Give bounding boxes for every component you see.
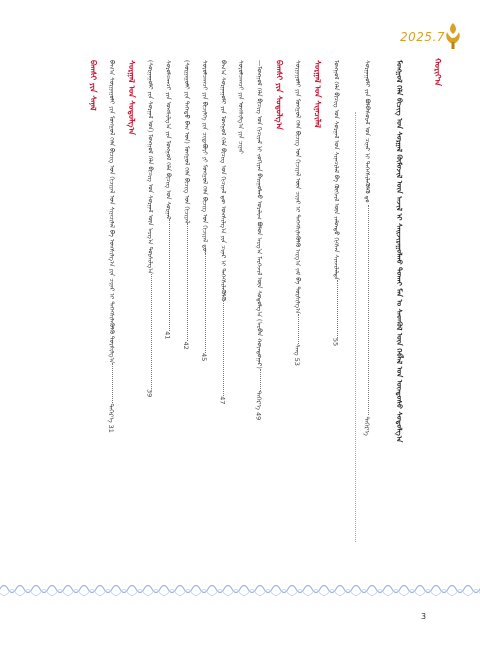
toc-entry-title: ᠰᠤᠷᠤᠯᠴᠠᠭᠴᠢ ᠶᠢᠨ ᠤᠩᠰᠢᠯᠭ᠎ᠠ ᠶᠢᠨ ᠮᠣᠩᠭᠣᠯ ᠬᠡᠯᠡ ᠪᠢᠴᠢᠭ ᠤᠨ ᠰᠤᠷᠭᠠᠯ — [164, 60, 172, 220]
toc-entry-title: (ᠰᠤᠷᠭᠠᠭᠤᠯᠢ ᠶᠢᠨ ᠳᠡᠭᠡᠳᠦ ᠪᠠᠭ ᠤᠨ) ᠮᠣᠩᠭᠣᠯ ᠬᠡᠯᠡ ᠪᠢᠴᠢᠭ ᠤᠨ ᠬᠢᠴᠢᠶᠡᠯ — [182, 60, 190, 224]
toc-entry[interactable] — [182, 60, 189, 350]
toc-entry-title: ᠰᠤᠷᠭᠠᠭᠤᠯᠢ ᠶᠢᠨ ᠮᠣᠩᠭᠣᠯ ᠬᠡᠯᠡ ᠪᠢᠴᠢᠭ ᠤᠨ ᠬᠢᠴᠢᠶᠡᠯ ᠦᠨ ᠴᠢᠨᠠᠷ ᠢ ᠳᠡᠭᠡᠭᠰᠢᠯᠡᠭᠦᠯᠬᠦ ᠠᠷᠭ᠎ᠠ ᠵᠠᠮ ᠪᠠ ᠲᠤᠷᠰᠢᠯᠭ᠎ᠠ — [294, 60, 302, 314]
section-tag: ᠬᠣᠷᠢᠶ᠎ᠠ — [433, 58, 443, 87]
dot-leader — [368, 205, 369, 415]
toc-page-number: 41 — [163, 331, 172, 340]
dot-leader — [337, 280, 338, 338]
dot-leader — [169, 219, 170, 331]
toc-entry-title: ᠰᠤᠷᠤᠯᠴᠠᠭᠴᠢ ᠶᠢᠨ ᠤᠩᠰᠢᠯᠭ᠎ᠠ ᠶᠢᠨ ᠴᠢᠨᠠᠷ — [237, 60, 245, 154]
toc-entry-title: ᠰᠤᠷᠭᠠᠯ ᠤᠨ ᠰᠤᠳᠤᠯᠭ᠎ᠠ — [126, 60, 137, 135]
toc-page-number: 39 — [145, 389, 154, 398]
toc-page-number: ᠳᠡᠭᠡᠷ᠎ᠡ 31 — [107, 403, 116, 433]
wave-border-decoration — [0, 578, 480, 600]
toc-page-number: 42 — [181, 341, 190, 350]
dot-leader — [151, 274, 152, 389]
toc-entry-title: ᠪᠠᠭ᠎ᠠ ᠰᠤᠷᠭᠠᠭᠤᠯᠢ ᠶᠢᠨ ᠮᠣᠩᠭᠣᠯ ᠬᠡᠯᠡ ᠪᠢᠴᠢᠭ ᠤᠨ ᠬᠢᠴᠢᠶᠡᠯ ᠤᠨ ᠰᠢᠨᠡᠴᠢᠯᠡᠯ ᠪᠠ ᠤᠩᠰᠢᠯᠭ᠎ᠠ ᠶᠢᠨ ᠴᠢᠨᠠᠷ ᠢ ᠳᠡᠭᠡᠭᠰᠢᠯᠡᠭᠦᠯᠬᠦ ᠲᠤᠷᠰᠢᠯᠭ᠎ᠠ — [108, 60, 116, 364]
dot-leader — [112, 363, 113, 403]
dot-leader — [205, 253, 206, 353]
toc-entry-title: ᠪᠠᠭ᠎ᠠ ᠰᠤᠷᠭᠠᠭᠤᠯᠢ ᠶᠢᠨ ᠮᠣᠩᠭᠣᠯ ᠬᠡᠯᠡ ᠪᠢᠴᠢᠭ ᠤᠨ ᠬᠢᠴᠢᠶᠡᠯ ᠳᠦ ᠤᠩᠰᠢᠯᠭ᠎ᠠ ᠶᠢᠨ ᠴᠢᠨᠠᠷ ᠢ ᠳᠡᠭᠡᠭᠰᠢᠯᠡᠭᠦᠯᠬᠦ — [219, 60, 227, 302]
toc-heading — [275, 60, 283, 130]
toc-entry-title: —ᠮᠣᠩᠭᠣᠯ ᠬᠡᠯᠡ ᠪᠢᠴᠢᠭ ᠤᠨ ᠬᠢᠴᠢᠶᠡᠯ ᠢ ᠵᠣᠬᠢᠶᠠᠨ ᠪᠠᠢᠭᠤᠯᠬᠤ ᠤᠷᠠᠯᠢᠭ ᠪᠣᠯᠤᠨ ᠠᠷᠭ᠎ᠠ ᠮᠡᠷᠭᠡᠵᠢᠯ ᠦᠨ ᠰᠤᠳᠤᠯᠭ᠎ᠠ (ᠠᠷᠪᠠᠨ ᠬᠣᠶᠠᠳᠤᠭᠠᠷ) — [255, 60, 263, 369]
journal-logo-icon — [442, 22, 464, 50]
toc-page-number: 55 — [331, 337, 340, 347]
toc-heading — [128, 60, 136, 135]
toc-entry[interactable] — [255, 60, 262, 420]
toc-page-number: ᠳᠡᠭᠡᠷ᠎ᠡ 49 — [254, 390, 263, 421]
toc-entry[interactable] — [201, 60, 208, 361]
dot-leader — [298, 314, 299, 344]
toc-entry[interactable] — [294, 60, 301, 366]
dot-leader — [187, 223, 188, 341]
dot-leader — [260, 369, 261, 391]
toc-entry[interactable] — [219, 60, 226, 404]
toc-entry-title: ᠮᠣᠩᠭᠣᠯ ᠬᠡᠯᠡ ᠪᠢᠴᠢᠭ ᠤᠨ ᠰᠤᠷᠭᠠᠯ ᠤᠨ ᠰᠢᠨᠡᠴᠢᠯᠡᠯ ᠪᠠ ᠬᠦᠭᠵᠢᠯ ᠦᠨ ᠵᠠᠮᠤᠨᠳᠤ ᠬᠢᠭᠰᠡᠨ ᠰᠢᠨᠵᠢᠯᠡᠯᠲᠡ — [332, 60, 340, 280]
toc-entry-title: ᠪᠠᠭᠰᠢ ᠶᠢᠨ ᠰᠤᠳᠤᠯᠭ᠎ᠠ — [274, 60, 285, 130]
issue-number: 2025.7 — [400, 30, 445, 44]
toc-entry[interactable] — [237, 60, 243, 154]
toc-entry-title: ᠰᠤᠷᠤᠯᠴᠠᠭᠴᠢ ᠶᠢᠨ ᠪᠢᠴᠢᠯᠭᠡ ᠶᠢᠨ ᠴᠢᠳᠠᠪᠤᠷᠢ ᠶᠢ ᠮᠣᠩᠭᠣᠯ ᠬᠡᠯᠡ ᠪᠢᠴᠢᠭ ᠤᠨ ᠬᠢᠴᠢᠶᠡᠯ ᠳᠦ — [201, 60, 209, 253]
toc-entry-title: ᠪᠠᠭᠰᠢ ᠶᠢᠨ ᠰᠠᠨᠠᠯ — [88, 60, 99, 111]
toc-page-number: ᠰᠠᠩ 53 — [293, 343, 302, 366]
toc-page-number: 47 — [218, 396, 227, 405]
toc-entry-title: ᠰᠤᠷᠭᠠᠯ ᠤᠨ ᠰᠢᠨᠡᠴᠢᠯᠡᠯ — [312, 60, 323, 128]
toc-entry[interactable] — [146, 60, 153, 397]
dot-leader — [223, 301, 224, 396]
toc-heading — [314, 60, 322, 128]
intro-line-1: ᠮᠣᠩᠭᠣᠯ ᠬᠡᠯᠡ ᠪᠢᠴᠢᠭ ᠤᠨ ᠰᠤᠷᠭᠠᠯ ᠬᠦᠮᠦᠵᠢᠯ ᠦᠨ ᠠᠵᠢᠯ ᠢ ᠰᠠᠢᠵᠢᠷᠠᠭᠤᠯᠬᠤ ᠲᠤᠬᠠᠢ ᠮᠠᠨ ᠤ ᠰᠡᠳᠭᠦᠯ ᠦᠨ ᠬᠡᠪᠯᠡᠯ ᠤᠨ ᠦᠨᠳᠦᠰᠦ ᠰᠤᠳᠤᠯᠭ᠎ᠠ — [395, 60, 405, 443]
toc-entry[interactable] — [164, 60, 171, 339]
toc-entry[interactable] — [108, 60, 115, 433]
toc-page-number: 45 — [200, 352, 209, 362]
toc-entry[interactable] — [332, 60, 339, 346]
intro-line-2: ᠰᠤᠷᠭᠠᠭᠤᠯᠢ ᠶᠢᠨ ᠪᠣᠯᠪᠠᠰᠤᠷᠠᠯ ᠤᠨ ᠴᠢᠨᠠᠷ ᠢ ᠳᠡᠭᠡᠭᠰᠢᠯᠡᠭᠦᠯᠬᠦ ᠳᠤ ᠳᠡᠭᠡᠷ᠎ᠡ — [362, 60, 371, 436]
toc-heading — [89, 60, 97, 111]
divider — [355, 112, 357, 542]
page-number: 3 — [421, 612, 427, 621]
toc-entry-title: (ᠰᠤᠷᠭᠠᠭᠤᠯᠢ ᠶᠢᠨ ᠰᠤᠷᠭᠠᠯ ᠤᠨ) ᠮᠣᠩᠭᠣᠯ ᠬᠡᠯᠡ ᠪᠢᠴᠢᠭ ᠤᠨ ᠰᠤᠷᠭᠠᠯ ᠦᠨ ᠠᠷᠭ᠎ᠠ ᠲᠤᠷᠰᠢᠯᠭ᠎ᠠ — [146, 60, 154, 274]
